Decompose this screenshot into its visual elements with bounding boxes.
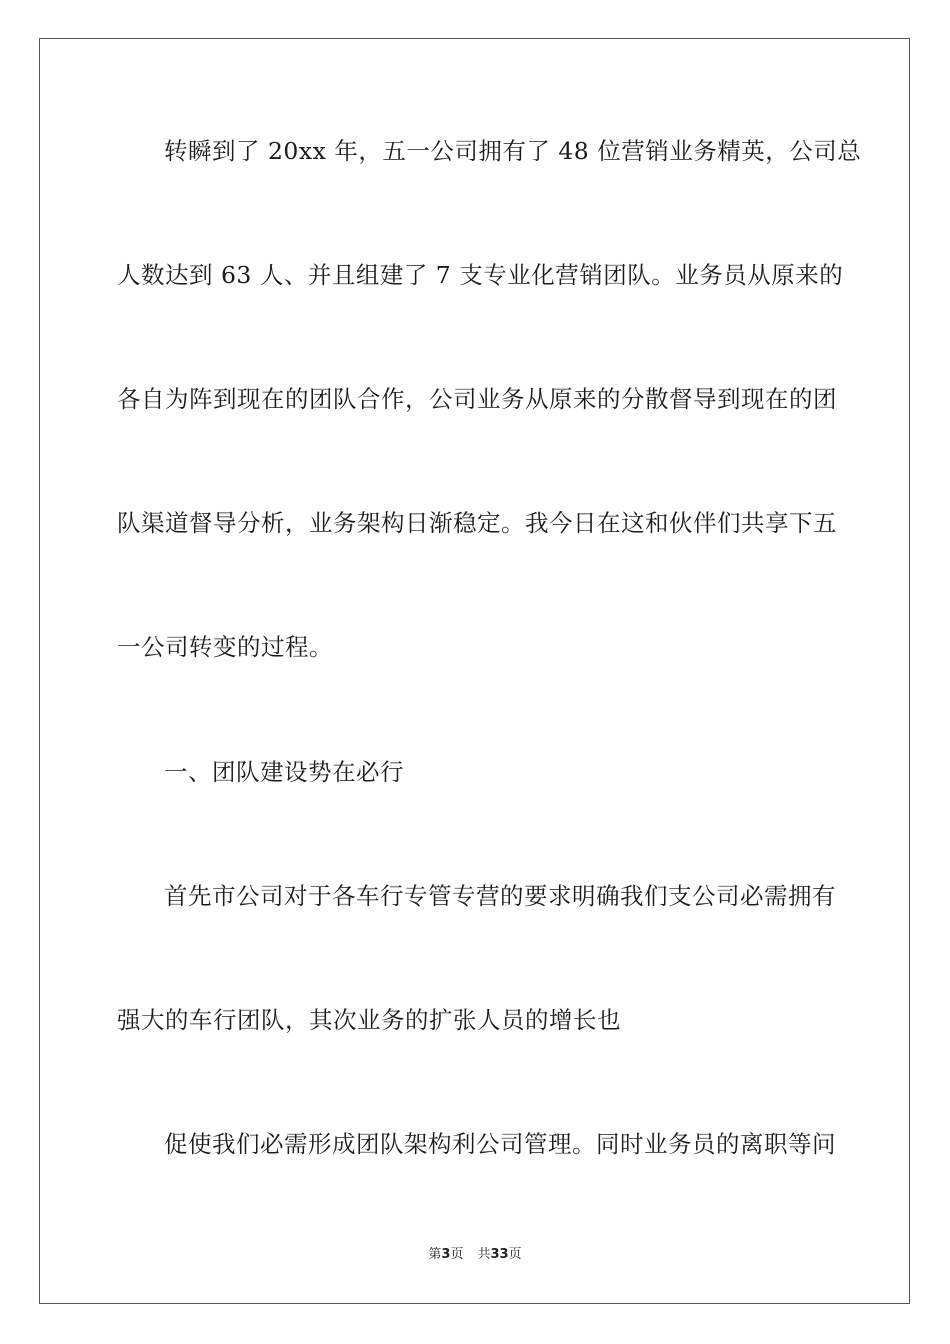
footer-total-prefix: 共 bbox=[477, 1247, 491, 1262]
paragraph-line-5: 一公司转变的过程。 bbox=[117, 633, 333, 661]
paragraph-line-4: 队渠道督导分析，业务架构日渐稳定。我今日在这和伙伴们共享下五 bbox=[117, 509, 837, 537]
paragraph-line-7: 强大的车行团队，其次业务的扩张人员的增长也 bbox=[117, 1006, 621, 1034]
paragraph-line-1: 转瞬到了 20xx 年，五一公司拥有了 48 位营销业务精英，公司总 bbox=[164, 137, 862, 165]
footer-page-suffix: 页 bbox=[450, 1247, 464, 1262]
page-footer bbox=[0, 1246, 950, 1264]
paragraph-line-6: 首先市公司对于各车行专管专营的要求明确我们支公司必需拥有 bbox=[164, 882, 836, 910]
footer-total-suffix: 页 bbox=[508, 1247, 522, 1262]
paragraph-line-8: 促使我们必需形成团队架构利公司管理。同时业务员的离职等问 bbox=[164, 1130, 836, 1158]
footer-total-pages: 33 bbox=[490, 1247, 509, 1262]
paragraph-line-3: 各自为阵到现在的团队合作，公司业务从原来的分散督导到现在的团 bbox=[117, 385, 837, 413]
section-heading: 一、团队建设势在必行 bbox=[164, 758, 404, 786]
footer-page-number: 3 bbox=[441, 1247, 451, 1262]
paragraph-line-2: 人数达到 63 人、并且组建了 7 支专业化营销团队。业务员从原来的 bbox=[117, 261, 844, 289]
page-frame bbox=[39, 38, 910, 1304]
footer-page-prefix: 第 bbox=[428, 1247, 442, 1262]
